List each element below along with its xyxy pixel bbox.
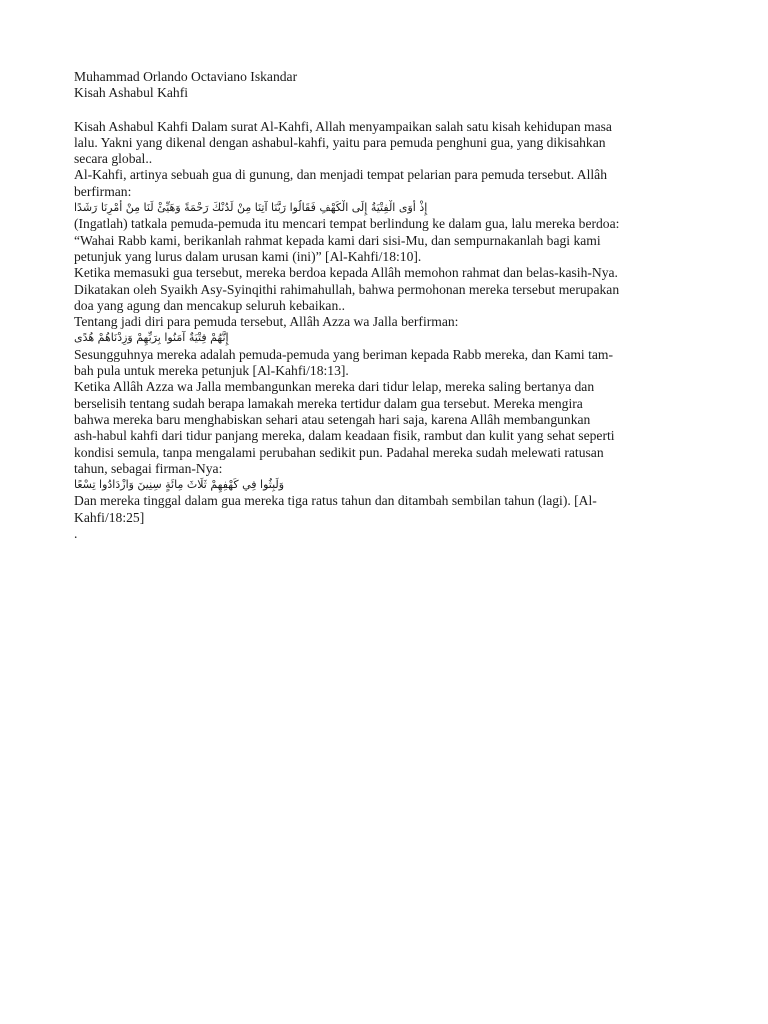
body-line: Al-Kahfi, artinya sebuah gua di gunung, dan menjadi tempat pelarian para pemuda tersebut. Allâh bbox=[74, 167, 608, 183]
body-line: tahun, sebagai firman-Nya: bbox=[74, 460, 223, 476]
body-line: Kahfi/18:25] bbox=[74, 509, 145, 525]
body-line: petunjuk yang lurus dalam urusan kami (ini)” [Al-Kahfi/18:10]. bbox=[74, 248, 422, 264]
body-line: Ketika Allâh Azza wa Jalla membangunkan mereka dari tidur lelap, mereka saling bertanya dan bbox=[74, 379, 595, 395]
document-title: Kisah Ashabul Kahfi bbox=[74, 85, 189, 101]
body-line: berselisih tentang sudah berapa lamakah mereka tertidur dalam gua tersebut. Mereka mengira bbox=[74, 395, 583, 411]
body-line: kondisi semula, tanpa mengalami perubahan sedikit pun. Padahal mereka sudah melewati ratusan bbox=[74, 444, 604, 460]
body-line: bahwa mereka baru menghabiskan sehari atau setengah hari saja, karena Allâh membangunkan bbox=[74, 411, 591, 427]
body-line: Kisah Ashabul Kahfi Dalam surat Al-Kahfi, Allah menyampaikan salah satu kisah kehidupan masa bbox=[74, 118, 612, 134]
author-name: Muhammad Orlando Octaviano Iskandar bbox=[74, 69, 298, 84]
paragraph-spacer bbox=[74, 102, 704, 119]
arabic-verse: إِذْ أَوَى الْفِتْيَةُ إِلَى الْكَهْفِ فَقَالُوا رَبَّنَا آتِنَا مِنْ لَدُنْكَ رَحْمَةً وَهَيِّئْ لَنَا مِنْ أَمْرِنَا رَشَدًا bbox=[74, 201, 428, 215]
body-line: (Ingatlah) tatkala pemuda-pemuda itu mencari tempat berlindung ke dalam gua, lalu mereka berdoa: bbox=[74, 216, 620, 232]
arabic-verse: وَلَبِثُوا فِي كَهْفِهِمْ ثَلَاثَ مِائَةٍ سِنِينَ وَازْدَادُوا تِسْعًا bbox=[74, 478, 285, 492]
body-line: Dan mereka tinggal dalam gua mereka tiga ratus tahun dan ditambah sembilan tahun (lagi). [Al- bbox=[74, 493, 597, 509]
body-line: “Wahai Rabb kami, berikanlah rahmat kepada kami dari sisi-Mu, dan sempurnakanlah bagi kami bbox=[74, 232, 601, 248]
trailing-period: . bbox=[74, 526, 78, 542]
body-line: ash-habul kahfi dari tidur panjang mereka, dalam keadaan fisik, rambut dan kulit yang sehat seperti bbox=[74, 428, 615, 444]
body-line: Sesungguhnya mereka adalah pemuda-pemuda yang beriman kepada Rabb mereka, dan Kami tam- bbox=[74, 346, 614, 362]
arabic-verse: إِنَّهُمْ فِتْيَةٌ آمَنُوا بِرَبِّهِمْ وَزِدْنَاهُمْ هُدًى bbox=[74, 331, 229, 345]
body-line: doa yang agung dan mencakup seluruh kebaikan.. bbox=[74, 297, 346, 313]
body-line: Ketika memasuki gua tersebut, mereka berdoa kepada Allâh memohon rahmat dan belas-kasih-Nya. bbox=[74, 265, 618, 281]
body-line: secara global.. bbox=[74, 151, 153, 167]
document-page bbox=[74, 69, 704, 542]
body-line: Tentang jadi diri para pemuda tersebut, Allâh Azza wa Jalla berfirman: bbox=[74, 314, 459, 330]
body-line: bah pula untuk mereka petunjuk [Al-Kahfi/18:13]. bbox=[74, 363, 349, 379]
body-line: berfirman: bbox=[74, 183, 132, 199]
body-line: Dikatakan oleh Syaikh Asy-Syinqithi rahimahullah, bahwa permohonan mereka tersebut merupakan bbox=[74, 281, 620, 297]
body-line: lalu. Yakni yang dikenal dengan ashabul-kahfi, yaitu para pemuda penghuni gua, yang dikisahkan bbox=[74, 134, 606, 150]
